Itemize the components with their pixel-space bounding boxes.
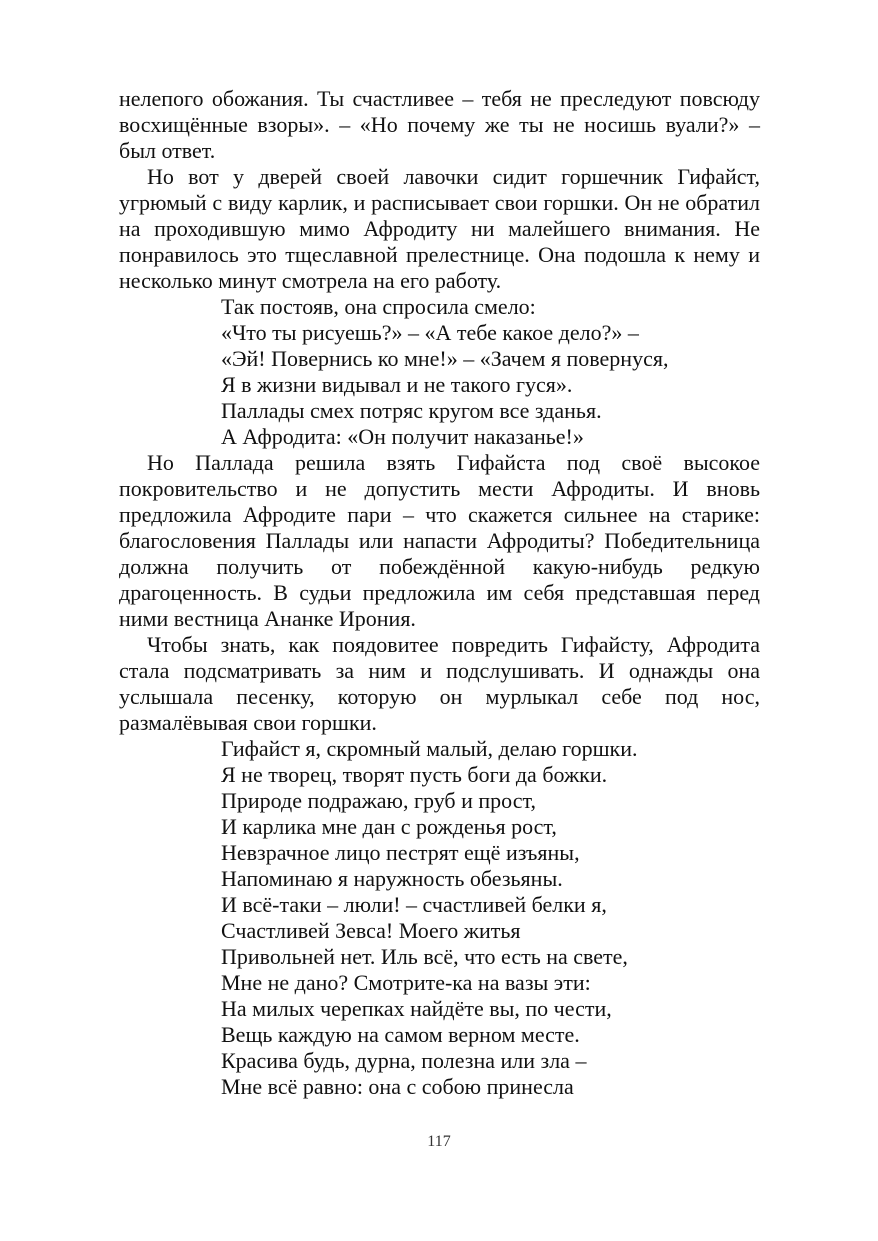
- verse-dialogue: [119, 294, 760, 450]
- verse-line: И карлика мне дан с рожденья рост,: [221, 814, 557, 839]
- verse-line: «Что ты рисуешь?» – «А тебе какое дело?» –: [221, 320, 639, 345]
- verse-line: Красива будь, дурна, полезна или зла –: [221, 1048, 587, 1073]
- page-text: [119, 86, 760, 1100]
- verse-line: Я в жизни видывал и не такого гуся».: [221, 372, 573, 397]
- verse-line: Паллады смех потряс кругом все зданья.: [221, 398, 602, 423]
- paragraph-wager: Но Паллада решила взять Гифайста под своё высокое покровительство и не допустить мести Афродиты. И вновь предложила Афродите пари – что скажется сильнее на старике: благословения Паллады или напасти Афродиты? Победительница должна получить от побеждённой какую-нибудь редкую драгоценность. В судьи предложила им себя представшая перед ними вестница Ананке Ирония.: [119, 450, 760, 631]
- verse-line: Так постояв, она спросила смело:: [221, 294, 536, 319]
- verse-line: Напоминаю я наружность обезьяны.: [221, 866, 563, 891]
- verse-line: Вещь каждую на самом верном месте.: [221, 1022, 580, 1047]
- paragraph-potter: Но вот у дверей своей лавочки сидит горшечник Гифайст, угрюмый с виду карлик, и расписывает свои горшки. Он не обратил на проходившую мимо Афродиту ни малейшего внимания. Не понравилось это тщеславной прелестнице. Она подошла к нему и несколько минут смотрела на его работу.: [119, 164, 760, 293]
- verse-line: Мне не дано? Смотрите-ка на вазы эти:: [221, 970, 591, 995]
- verse-line: Счастливей Зевса! Моего житья: [221, 918, 521, 943]
- verse-line: На милых черепках найдёте вы, по чести,: [221, 996, 612, 1021]
- verse-line: Я не творец, творят пусть боги да божки.: [221, 762, 608, 787]
- verse-line: Невзрачное лицо пестрят ещё изъяны,: [221, 840, 580, 865]
- verse-line: «Эй! Повернись ко мне!» – «Зачем я повернуся,: [221, 346, 669, 371]
- verse-line: Гифайст я, скромный малый, делаю горшки.: [221, 736, 638, 761]
- page-number: 117: [427, 1133, 451, 1150]
- verse-line: А Афродита: «Он получит наказанье!»: [221, 424, 584, 449]
- verse-song: [119, 736, 760, 1100]
- verse-line: Привольней нет. Иль всё, что есть на свете,: [221, 944, 628, 969]
- verse-line: Мне всё равно: она с собою принесла: [221, 1074, 574, 1099]
- paragraph-song-intro: Чтобы знать, как пoядовитее повредить Гифайсту, Афродита стала подсматривать за ним и подслушивать. И однажды она услышала песенку, которую он мурлыкал себе под нос, размалёвывая свои горшки.: [119, 632, 760, 735]
- verse-line: Природе подражаю, груб и прост,: [221, 788, 536, 813]
- paragraph-continuation: нелепого обожания. Ты счастливее – тебя не преследуют повсюду восхищённые взоры». – «Но почему же ты не носишь вуали?» – был ответ.: [119, 86, 760, 163]
- verse-line: И всё-таки – люли! – счастливей белки я,: [221, 892, 607, 917]
